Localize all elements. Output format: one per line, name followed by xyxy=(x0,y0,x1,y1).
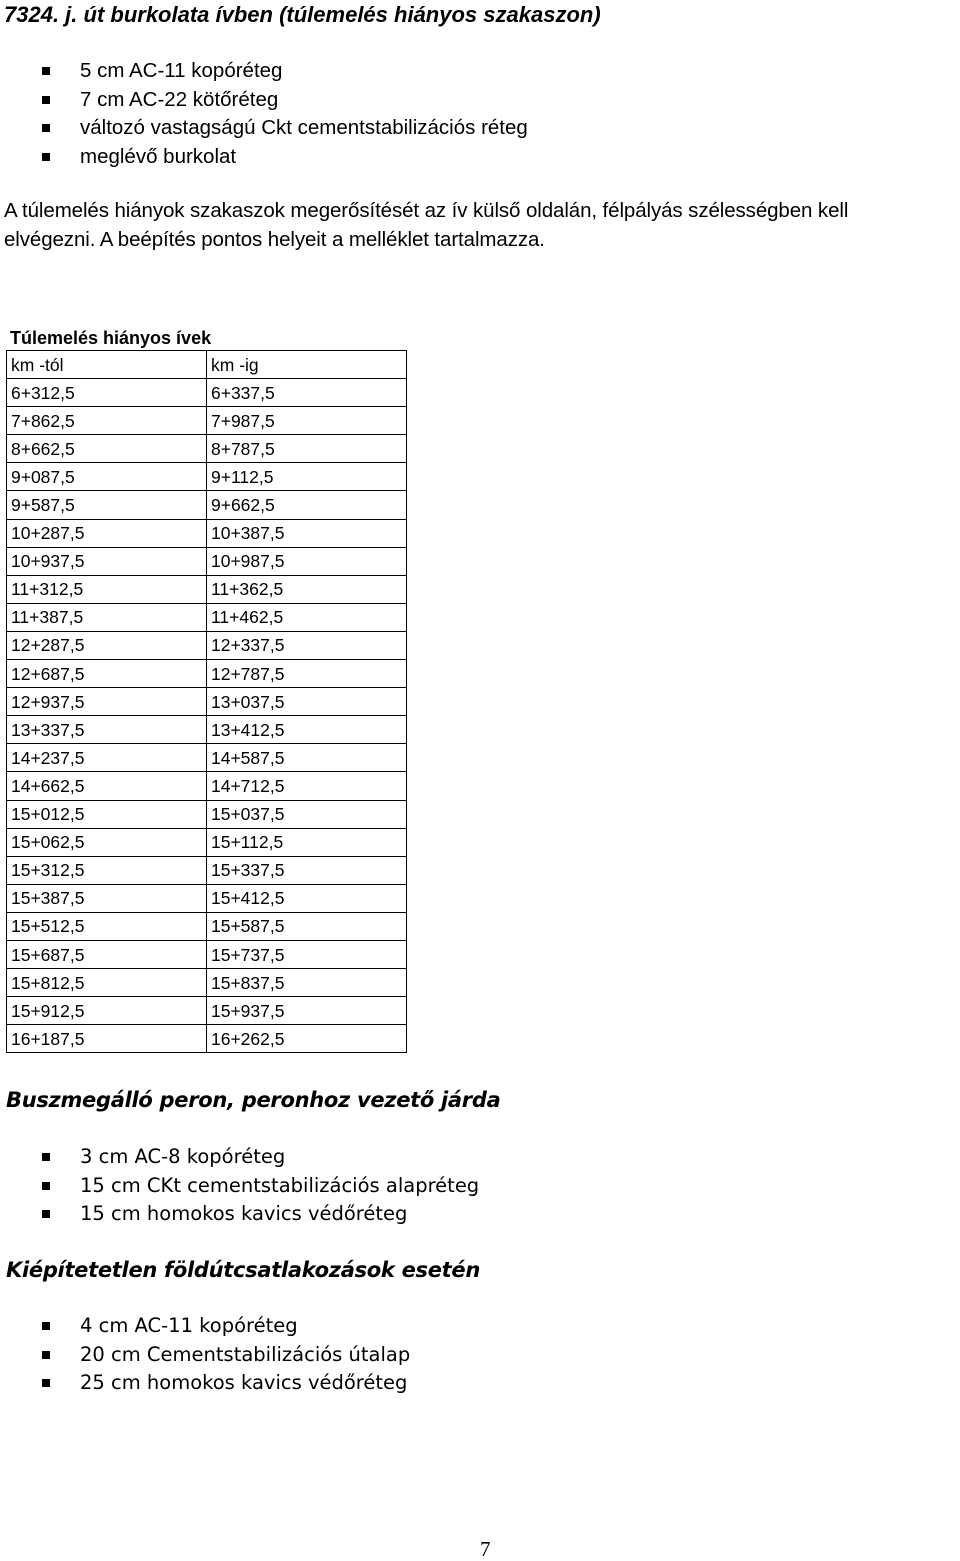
km-from-cell: 15+062,5 xyxy=(7,828,207,856)
table-row xyxy=(7,744,407,772)
km-to-cell: 15+587,5 xyxy=(207,912,407,940)
km-to-cell: 16+262,5 xyxy=(207,1025,407,1053)
table-row xyxy=(7,603,407,631)
km-to-cell: 10+987,5 xyxy=(207,547,407,575)
km-to-cell: 10+387,5 xyxy=(207,519,407,547)
table-row xyxy=(7,912,407,940)
km-from-cell: 6+312,5 xyxy=(7,379,207,407)
table-row xyxy=(7,631,407,659)
table-row xyxy=(7,575,407,603)
km-to-cell: 6+337,5 xyxy=(207,379,407,407)
km-to-cell: 14+712,5 xyxy=(207,772,407,800)
km-to-cell: 15+337,5 xyxy=(207,856,407,884)
km-to-cell: 15+837,5 xyxy=(207,969,407,997)
square-bullet-icon xyxy=(42,1322,50,1330)
table-row xyxy=(7,435,407,463)
body-paragraph xyxy=(4,197,960,254)
square-bullet-icon xyxy=(42,153,50,161)
km-from-cell: 9+587,5 xyxy=(7,491,207,519)
km-from-cell: 15+812,5 xyxy=(7,969,207,997)
table-row xyxy=(7,800,407,828)
km-from-cell: 12+937,5 xyxy=(7,688,207,716)
document-title: 7324. j. út burkolata ívben (túlemelés hiányos szakaszon) xyxy=(4,2,601,27)
km-to-cell: 15+937,5 xyxy=(207,997,407,1025)
table-header-row xyxy=(7,351,407,379)
km-to-cell: 8+787,5 xyxy=(207,435,407,463)
square-bullet-icon xyxy=(42,1210,50,1218)
km-from-cell: 11+312,5 xyxy=(7,575,207,603)
paragraph-line: elvégezni. A beépítés pontos helyeit a melléklet tartalmazza. xyxy=(4,227,545,251)
km-from-cell: 14+662,5 xyxy=(7,772,207,800)
km-from-cell: 15+387,5 xyxy=(7,884,207,912)
km-to-cell: 13+412,5 xyxy=(207,716,407,744)
km-from-cell: 8+662,5 xyxy=(7,435,207,463)
table-row xyxy=(7,716,407,744)
table-caption: Túlemelés hiányos ívek xyxy=(10,328,212,348)
km-to-cell: 15+037,5 xyxy=(207,800,407,828)
square-bullet-icon xyxy=(42,1182,50,1190)
km-to-cell: 11+362,5 xyxy=(207,575,407,603)
km-to-cell: 9+112,5 xyxy=(207,463,407,491)
km-table xyxy=(6,350,407,1053)
square-bullet-icon xyxy=(42,124,50,132)
km-to-cell: 15+737,5 xyxy=(207,940,407,968)
km-from-cell: 7+862,5 xyxy=(7,407,207,435)
km-to-cell: 12+787,5 xyxy=(207,660,407,688)
square-bullet-icon xyxy=(42,1153,50,1161)
km-to-cell: 7+987,5 xyxy=(207,407,407,435)
table-row xyxy=(7,884,407,912)
table-row xyxy=(7,407,407,435)
table-row xyxy=(7,856,407,884)
square-bullet-icon xyxy=(42,96,50,104)
km-from-cell: 9+087,5 xyxy=(7,463,207,491)
km-from-cell: 16+187,5 xyxy=(7,1025,207,1053)
km-from-cell: 15+687,5 xyxy=(7,940,207,968)
table-row xyxy=(7,491,407,519)
table-row xyxy=(7,828,407,856)
document-page: 7324. j. út burkolata ívben (túlemelés hiányos szakaszon) 5 cm AC-11 kopóréteg 7 cm AC-22 kötőréteg változó vastagságú Ckt cementstabilizációs réteg meglévő burkolat A túlemelés hiányok szakaszok megerősítését az ív külső oldalán, félpályás szélességben kell elvégezni. A beépítés pontos helyeit a melléklet tartalmazza. Túlemelés hiányos ívek km -tól km -ig 6+312,5 6+337,5 7+862,5 7+987,5 8+662,5 8+787,5 9+087,5 9+112,5 9+587,5 9+662,5 10+287,5 10+387,5 10+937,5 10+987,5 11+312,5 11+362,5 11+387,5 11+462,5 12+287,5 12+337,5 12+687,5 12+787,5 12+937,5 13+037,5 13+337,5 13+412,5 14+237,5 14+587,5 14+662,5 14+712,5 15+012,5 15+037,5 15+062,5 15+112,5 15+312,5 15+337,5 15+387,5 15+412,5 15+512,5 15+587,5 15+687,5 15+737,5 15+812,5 15+837,5 15+912,5 15+937,5 16+187,5 16+262,5 Buszmegálló peron, peronhoz vezető járda 3 cm AC-8 kopóréteg 15 cm CKt cementstabilizációs alapréteg 15 cm homokos kavics védőréteg Kiépítetetlen földútcsatlakozások esetén 4 cm AC-11 kopóréteg 20 cm Cementstabilizációs útalap 25 cm homokos kavics védőréteg 7 xyxy=(0,0,960,1561)
section-heading-dirt-road: Kiépítetetlen földútcsatlakozások esetén xyxy=(6,1258,481,1282)
km-to-cell: 11+462,5 xyxy=(207,603,407,631)
km-to-cell: 14+587,5 xyxy=(207,744,407,772)
km-from-cell: 11+387,5 xyxy=(7,603,207,631)
km-to-cell: 9+662,5 xyxy=(207,491,407,519)
km-from-cell: 15+512,5 xyxy=(7,912,207,940)
column-header-to: km -ig xyxy=(207,351,407,379)
table-row xyxy=(7,379,407,407)
km-from-cell: 13+337,5 xyxy=(7,716,207,744)
km-from-cell: 10+937,5 xyxy=(7,547,207,575)
km-from-cell: 12+287,5 xyxy=(7,631,207,659)
table-row xyxy=(7,463,407,491)
km-to-cell: 12+337,5 xyxy=(207,631,407,659)
square-bullet-icon xyxy=(42,1379,50,1387)
page-number: 7 xyxy=(480,1537,491,1561)
table-row xyxy=(7,940,407,968)
square-bullet-icon xyxy=(42,67,50,75)
km-from-cell: 15+912,5 xyxy=(7,997,207,1025)
km-to-cell: 13+037,5 xyxy=(207,688,407,716)
table-row xyxy=(7,688,407,716)
section-heading-bus-stop: Buszmegálló peron, peronhoz vezető járda xyxy=(6,1088,501,1112)
table-row xyxy=(7,1025,407,1053)
km-to-cell: 15+412,5 xyxy=(207,884,407,912)
km-from-cell: 14+237,5 xyxy=(7,744,207,772)
table-row xyxy=(7,519,407,547)
table-row xyxy=(7,547,407,575)
table-row xyxy=(7,997,407,1025)
column-header-from: km -tól xyxy=(7,351,207,379)
km-to-cell: 15+112,5 xyxy=(207,828,407,856)
table-row xyxy=(7,660,407,688)
square-bullet-icon xyxy=(42,1351,50,1359)
table-row xyxy=(7,772,407,800)
km-from-cell: 15+012,5 xyxy=(7,800,207,828)
km-from-cell: 12+687,5 xyxy=(7,660,207,688)
paragraph-line: A túlemelés hiányok szakaszok megerősítését az ív külső oldalán, félpályás szélességben kell xyxy=(4,199,849,222)
km-from-cell: 10+287,5 xyxy=(7,519,207,547)
table-row xyxy=(7,969,407,997)
km-from-cell: 15+312,5 xyxy=(7,856,207,884)
